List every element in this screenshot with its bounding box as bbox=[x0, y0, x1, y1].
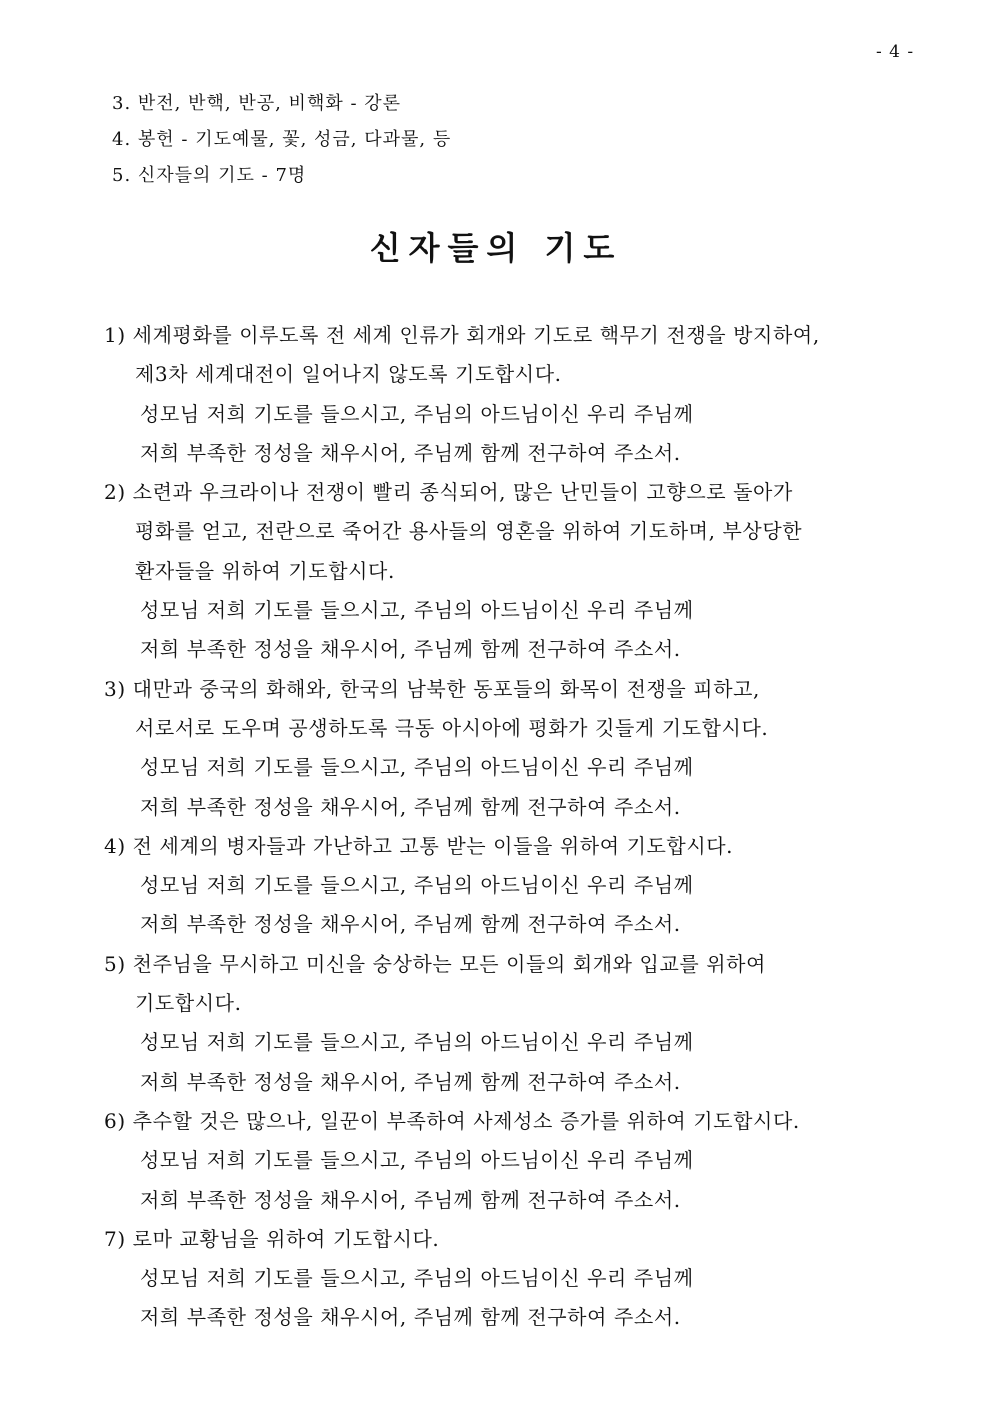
prayer-item bbox=[104, 945, 934, 1102]
prayer-intention: 6) 추수할 것은 많으나, 일꾼이 부족하여 사제성소 증가를 위하여 기도합시다. bbox=[104, 1108, 800, 1133]
order-of-service-list bbox=[112, 86, 451, 194]
order-item: 4. 봉헌 - 기도예물, 꽃, 성금, 다과물, 등 bbox=[112, 129, 452, 150]
prayer-response-line-1: 성모님 저희 기도를 들으시고, 주님의 아드님이신 우리 주님께 bbox=[140, 1030, 694, 1055]
prayer-item bbox=[104, 316, 934, 473]
prayer-intention: 7) 로마 교황님을 위하여 기도합시다. bbox=[104, 1226, 440, 1251]
prayer-intention-continued: 제3차 세계대전이 일어나지 않도록 기도합시다. bbox=[135, 362, 562, 387]
prayer-item bbox=[104, 670, 934, 827]
prayer-response-line-2: 저희 부족한 정성을 채우시어, 주님께 함께 전구하여 주소서. bbox=[140, 637, 681, 662]
order-item: 5. 신자들의 기도 - 7명 bbox=[112, 165, 307, 186]
prayer-response-line-2: 저희 부족한 정성을 채우시어, 주님께 함께 전구하여 주소서. bbox=[140, 1305, 681, 1330]
prayer-response-line-2: 저희 부족한 정성을 채우시어, 주님께 함께 전구하여 주소서. bbox=[140, 1187, 681, 1212]
prayer-response-line-1: 성모님 저희 기도를 들으시고, 주님의 아드님이신 우리 주님께 bbox=[140, 598, 694, 623]
prayer-intention: 2) 소련과 우크라이나 전쟁이 빨리 종식되어, 많은 난민들이 고향으로 돌아가 bbox=[104, 480, 793, 505]
prayer-response-line-1: 성모님 저희 기도를 들으시고, 주님의 아드님이신 우리 주님께 bbox=[140, 755, 694, 780]
prayer-response-line-2: 저희 부족한 정성을 채우시어, 주님께 함께 전구하여 주소서. bbox=[140, 1069, 681, 1094]
order-item: 3. 반전, 반핵, 반공, 비핵화 - 강론 bbox=[112, 93, 402, 114]
page-number: - 4 - bbox=[876, 42, 915, 62]
prayer-intention: 3) 대만과 중국의 화해와, 한국의 남북한 동포들의 화목이 전쟁을 피하고, bbox=[104, 676, 761, 701]
prayer-response-line-1: 성모님 저희 기도를 들으시고, 주님의 아드님이신 우리 주님께 bbox=[140, 1266, 694, 1291]
prayer-intention-continued: 평화를 얻고, 전란으로 죽어간 용사들의 영혼을 위하여 기도하며, 부상당한 bbox=[135, 519, 803, 544]
prayer-item bbox=[104, 1102, 934, 1220]
prayer-response-line-2: 저희 부족한 정성을 채우시어, 주님께 함께 전구하여 주소서. bbox=[140, 794, 681, 819]
prayer-response-line-2: 저희 부족한 정성을 채우시어, 주님께 함께 전구하여 주소서. bbox=[140, 912, 681, 937]
prayer-item bbox=[104, 1220, 934, 1338]
prayer-response-line-1: 성모님 저희 기도를 들으시고, 주님의 아드님이신 우리 주님께 bbox=[140, 401, 694, 426]
prayer-intention-continued: 기도합시다. bbox=[135, 991, 242, 1016]
prayer-response-line-2: 저희 부족한 정성을 채우시어, 주님께 함께 전구하여 주소서. bbox=[140, 440, 681, 465]
prayer-intention-continued: 환자들을 위하여 기도합시다. bbox=[135, 558, 395, 583]
prayer-intention: 5) 천주님을 무시하고 미신을 숭상하는 모든 이들의 회개와 입교를 위하여 bbox=[104, 951, 767, 976]
prayer-response-line-1: 성모님 저희 기도를 들으시고, 주님의 아드님이신 우리 주님께 bbox=[140, 873, 694, 898]
section-heading: 신자들의 기도 bbox=[369, 229, 623, 267]
prayer-intention: 4) 전 세계의 병자들과 가난하고 고통 받는 이들을 위하여 기도합시다. bbox=[104, 833, 734, 858]
prayer-item bbox=[104, 827, 934, 945]
prayers-list bbox=[104, 316, 934, 1338]
prayer-intention: 1) 세계평화를 이루도록 전 세계 인류가 회개와 기도로 핵무기 전쟁을 방지하여, bbox=[104, 323, 820, 347]
prayer-response-line-1: 성모님 저희 기도를 들으시고, 주님의 아드님이신 우리 주님께 bbox=[140, 1148, 694, 1173]
prayer-intention-continued: 서로서로 도우며 공생하도록 극동 아시아에 평화가 깃들게 기도합시다. bbox=[135, 715, 769, 740]
prayer-item bbox=[104, 473, 934, 669]
